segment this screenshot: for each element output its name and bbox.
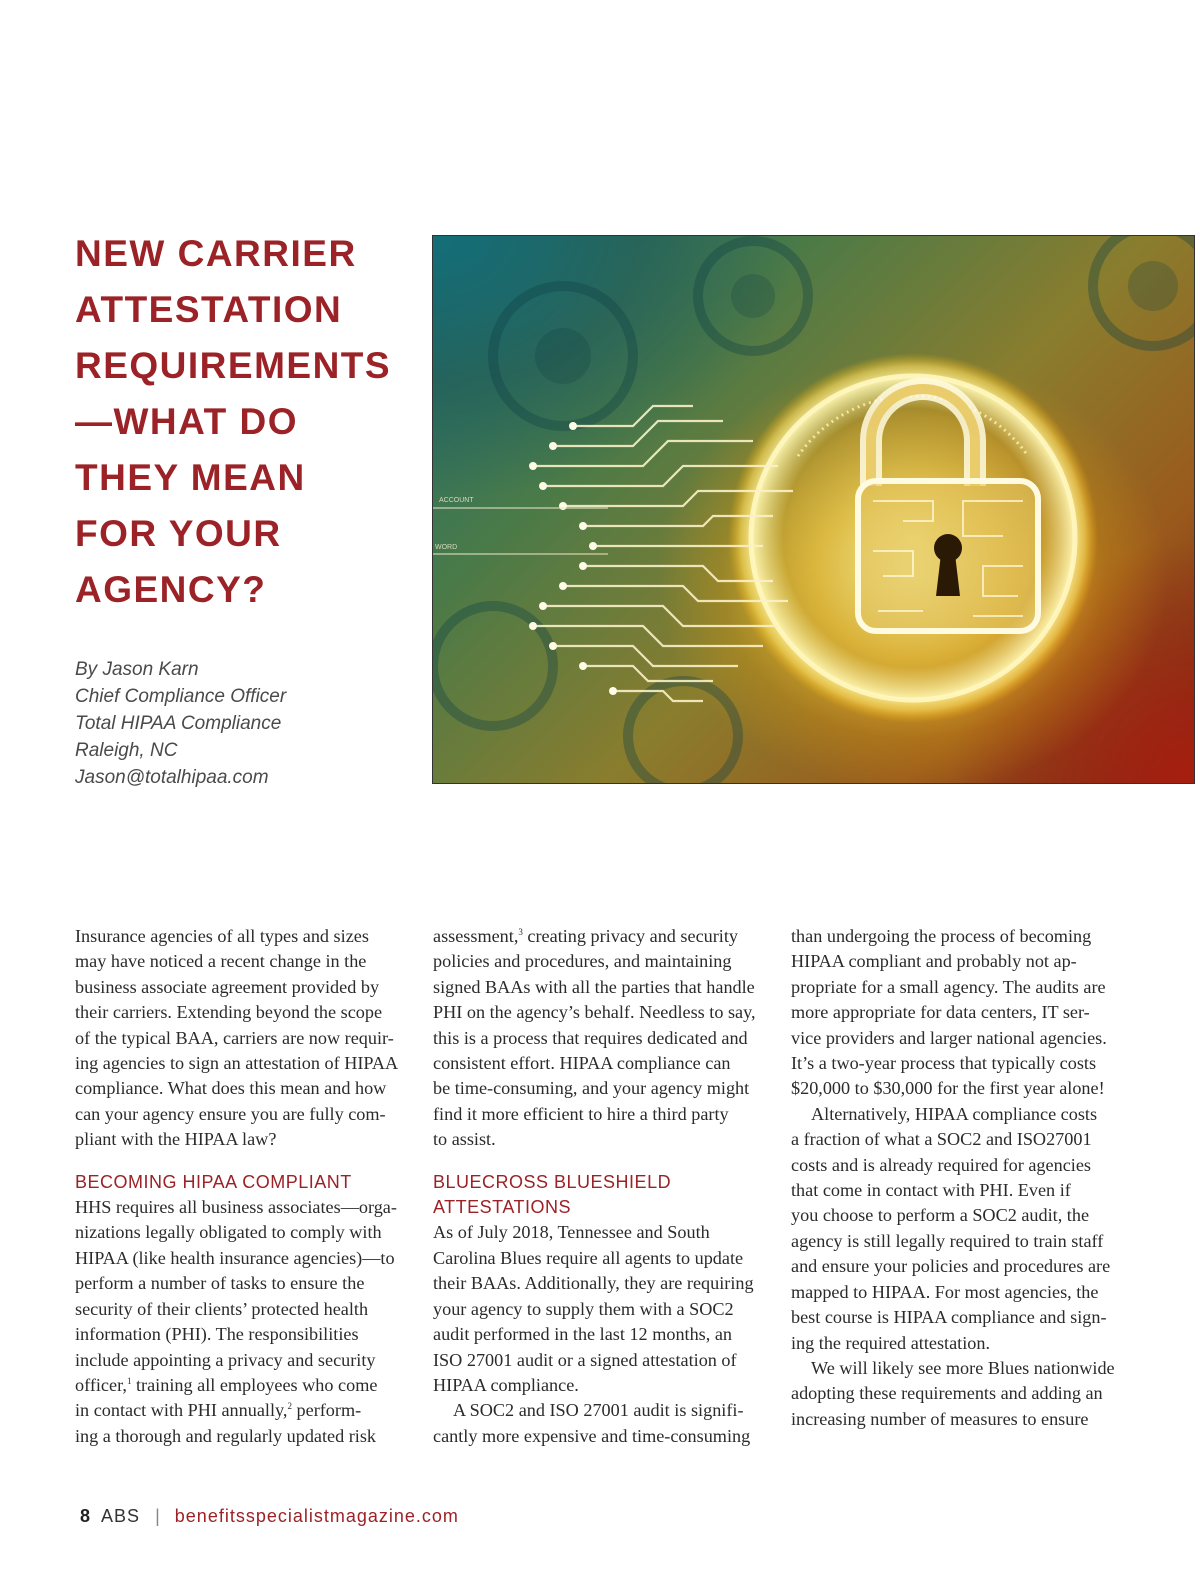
text-line: Insurance agencies of all types and sizes	[75, 926, 369, 946]
body-column-1	[75, 924, 405, 1449]
headline-line: —WHAT DO	[75, 401, 298, 442]
magazine-url[interactable]: benefitsspecialistmagazine.com	[174, 1506, 459, 1526]
headline-line: AGENCY?	[75, 569, 267, 610]
text-line: ing a thorough and regularly updated risk	[75, 1425, 377, 1446]
text-line: that come in contact with PHI. Even if	[791, 1180, 1071, 1201]
padlock-circuit-illustration	[433, 236, 1195, 784]
headline-line: NEW CARRIER	[75, 233, 357, 274]
text-line: audit performed in the last 12 months, an	[433, 1324, 733, 1345]
text-line: ing agencies to sign an attestation of HIPAA	[75, 1053, 399, 1074]
text-line	[433, 924, 763, 949]
author-location: Raleigh, NC	[75, 740, 178, 761]
author-name: By Jason Karn	[75, 659, 199, 680]
page-footer	[80, 1503, 459, 1529]
text-line: mapped to HIPAA. For most agencies, the	[791, 1281, 1099, 1302]
text-fragment: creating privacy and security	[522, 926, 738, 946]
section-heading: BECOMING HIPAA COMPLIANT	[75, 1171, 352, 1192]
author-byline	[75, 656, 415, 791]
text-line: than undergoing the process of becoming	[791, 926, 1092, 946]
text-line: vice providers and larger national agencies.	[791, 1027, 1107, 1048]
author-email: Jason@totalhipaa.com	[75, 767, 269, 788]
text-line	[75, 1398, 405, 1423]
text-line: find it more efficient to hire a third party	[433, 1103, 729, 1124]
text-fragment: assessment,	[433, 926, 519, 946]
text-line: $20,000 to $30,000 for the first year alone!	[791, 1078, 1105, 1099]
headline-line: ATTESTATION	[75, 289, 343, 330]
text-line	[75, 1373, 405, 1398]
footnote-ref: 1	[126, 1375, 132, 1386]
text-line: your agency to supply them with a SOC2	[433, 1298, 734, 1319]
footer-separator: |	[155, 1506, 160, 1526]
text-line: consistent effort. HIPAA compliance can	[433, 1053, 731, 1074]
text-line: to assist.	[433, 1129, 496, 1150]
text-line: their carriers. Extending beyond the scope	[75, 1002, 383, 1023]
text-line: adopting these requirements and adding an	[791, 1383, 1103, 1404]
text-line: policies and procedures, and maintaining	[433, 951, 732, 972]
text-line: increasing number of measures to ensure	[791, 1408, 1089, 1429]
body-column-3	[791, 924, 1121, 1432]
text-line: compliance. What does this mean and how	[75, 1078, 387, 1099]
text-line: signed BAAs with all the parties that handle	[433, 976, 755, 997]
text-line: security of their clients’ protected health	[75, 1298, 369, 1319]
hero-label-account: ACCOUNT	[439, 497, 474, 504]
footnote-ref: 3	[518, 927, 523, 937]
text-line: Carolina Blues require all agents to update	[433, 1247, 744, 1268]
text-line: ing the required attestation.	[791, 1332, 990, 1353]
text-line: include appointing a privacy and security	[75, 1349, 376, 1370]
text-line: a fraction of what a SOC2 and ISO27001	[791, 1129, 1092, 1150]
text-line: HIPAA compliance.	[433, 1374, 579, 1395]
text-line: cantly more expensive and time-consuming	[433, 1425, 751, 1446]
text-line: nizations legally obligated to comply with	[75, 1222, 382, 1243]
text-line: this is a process that requires dedicated and	[433, 1027, 748, 1048]
text-line: costs and is already required for agencies	[791, 1154, 1091, 1175]
text-line: information (PHI). The responsibilities	[75, 1324, 359, 1345]
text-line: propriate for a small agency. The audits are	[791, 976, 1106, 997]
text-line: HHS requires all business associates—orga-	[75, 1197, 397, 1218]
text-line: you choose to perform a SOC2 audit, the	[791, 1205, 1090, 1226]
text-line: may have noticed a recent change in the	[75, 951, 367, 972]
headline-line: THEY MEAN	[75, 457, 306, 498]
text-fragment: in contact with PHI annually,	[75, 1400, 288, 1421]
text-line: PHI on the agency’s behalf. Needless to say,	[433, 1002, 756, 1023]
text-line: ISO 27001 audit or a signed attestation of	[433, 1349, 737, 1370]
page-number: 8	[80, 1506, 91, 1526]
text-line: Alternatively, HIPAA compliance costs	[811, 1103, 1098, 1124]
text-line: business associate agreement provided by	[75, 976, 380, 997]
text-line: A SOC2 and ISO 27001 audit is signifi-	[453, 1400, 744, 1421]
author-title: Chief Compliance Officer	[75, 686, 287, 707]
text-line: It’s a two-year process that typically costs	[791, 1053, 1097, 1074]
text-fragment: training all employees who come	[131, 1374, 378, 1395]
text-fragment: officer,	[75, 1374, 127, 1395]
author-company: Total HIPAA Compliance	[75, 713, 282, 734]
text-fragment: perform-	[291, 1400, 362, 1421]
article-headline	[75, 226, 420, 618]
text-line: of the typical BAA, carriers are now requir-	[75, 1027, 394, 1048]
text-line: perform a number of tasks to ensure the	[75, 1273, 365, 1294]
text-line: can your agency ensure you are fully com-	[75, 1103, 386, 1124]
text-line: pliant with the HIPAA law?	[75, 1129, 277, 1150]
text-line: best course is HIPAA compliance and sign-	[791, 1307, 1107, 1328]
text-line: more appropriate for data centers, IT ser-	[791, 1002, 1090, 1023]
section-heading: ATTESTATIONS	[433, 1197, 572, 1218]
body-column-2	[433, 924, 763, 1449]
hero-image	[432, 235, 1195, 784]
text-line: We will likely see more Blues nationwide	[811, 1357, 1115, 1378]
text-line: be time-consuming, and your agency might	[433, 1078, 750, 1099]
magazine-name: ABS	[101, 1506, 141, 1526]
text-line: HIPAA (like health insurance agencies)—to	[75, 1247, 395, 1268]
headline-line: FOR YOUR	[75, 513, 282, 554]
text-line: and ensure your policies and procedures are	[791, 1256, 1111, 1277]
text-line: As of July 2018, Tennessee and South	[433, 1222, 710, 1243]
text-line: agency is still legally required to train staff	[791, 1230, 1104, 1251]
headline-line: REQUIREMENTS	[75, 345, 392, 386]
section-heading: BLUECROSS BLUESHIELD	[433, 1171, 672, 1192]
text-line: their BAAs. Additionally, they are requiring	[433, 1273, 754, 1294]
hero-label-word: WORD	[435, 544, 458, 551]
text-line: HIPAA compliant and probably not ap-	[791, 951, 1077, 972]
footnote-ref: 2	[287, 1401, 292, 1412]
